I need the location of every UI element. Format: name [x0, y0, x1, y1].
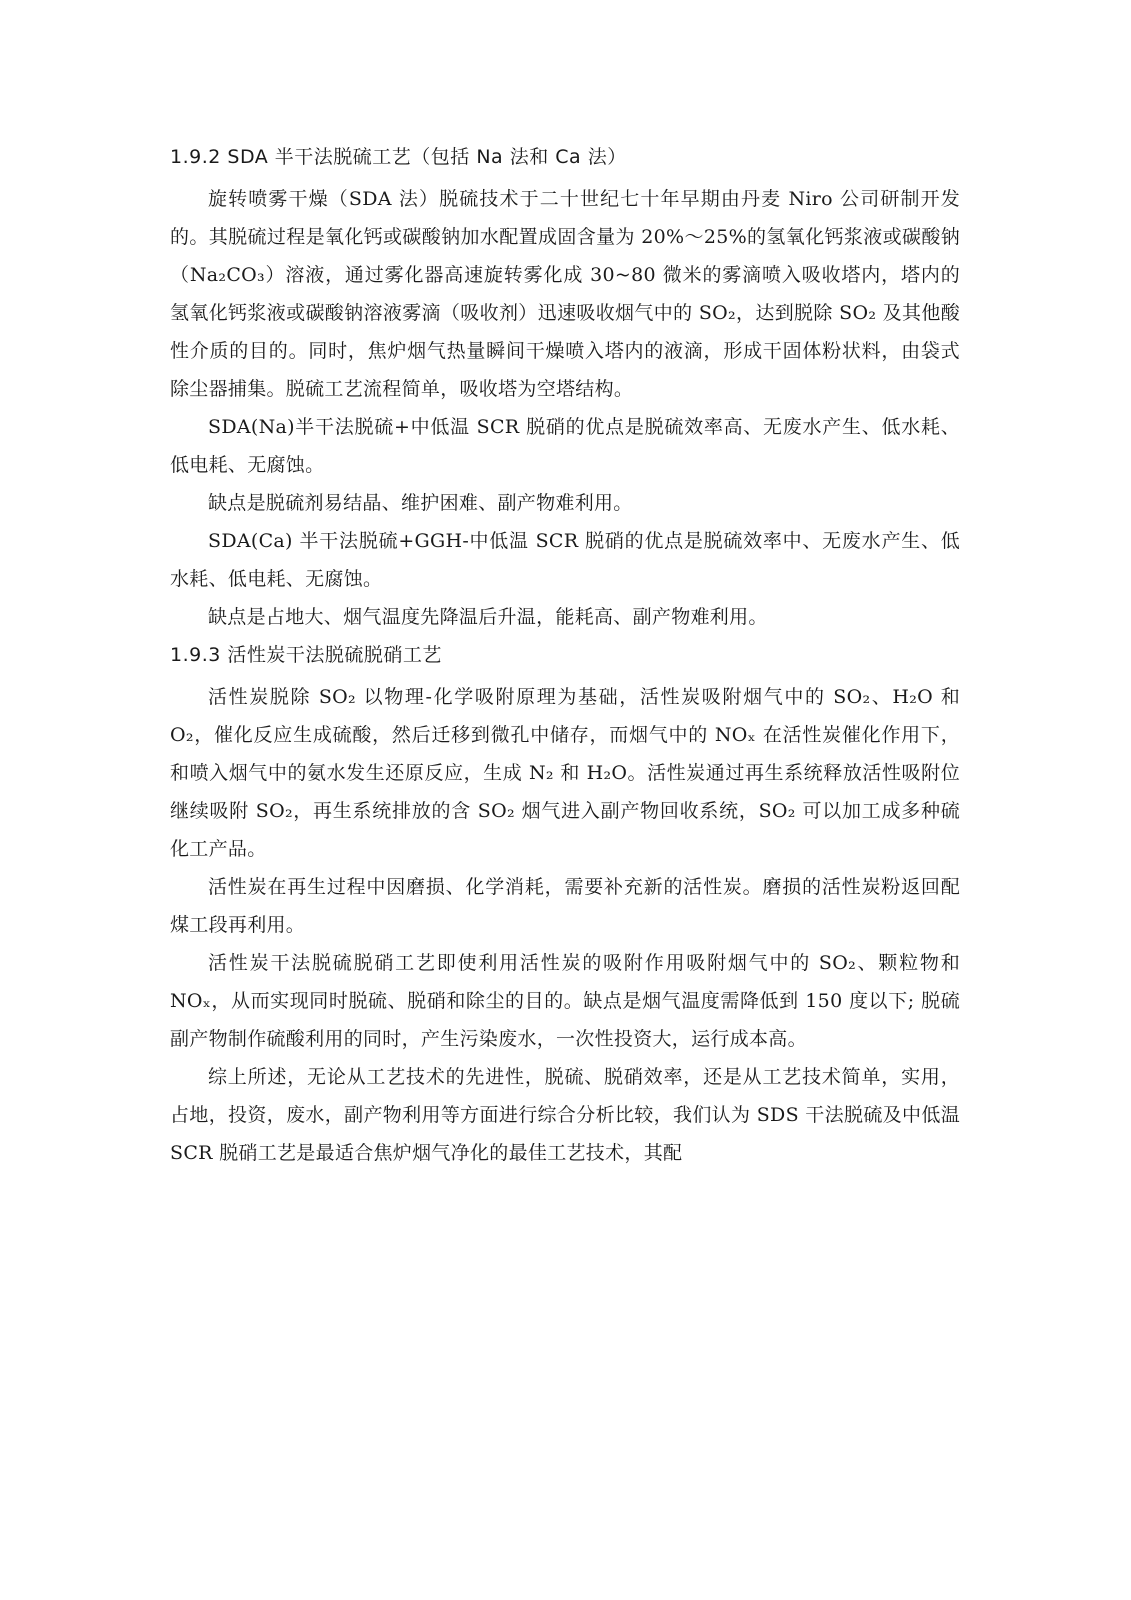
paragraph-sda-ca-disadvantages: 缺点是占地大、烟气温度先降温后升温，能耗高、副产物难利用。	[208, 606, 768, 628]
paragraph-activated-carbon-regeneration: 活性炭在再生过程中因磨损、化学消耗，需要补充新的活性炭。磨损的活性炭粉返回配煤工段再利用。	[170, 876, 960, 936]
paragraph-sda-na-advantages: SDA(Na)半干法脱硫+中低温 SCR 脱硝的优点是脱硫效率高、无废水产生、低水耗、低电耗、无腐蚀。	[170, 416, 960, 476]
paragraph-activated-carbon-summary: 活性炭干法脱硫脱硝工艺即使利用活性炭的吸附作用吸附烟气中的 SO₂、颗粒物和 NOₓ，从而实现同时脱硫、脱硝和除尘的目的。缺点是烟气温度需降低到 150 度以下; 脱硫副产物制作硫酸利用的同时，产生污染废水，一次性投资大，运行成本高。	[170, 952, 960, 1050]
section-heading-1-9-2: 1.9.2 SDA 半干法脱硫工艺（包括 Na 法和 Ca 法）	[170, 146, 627, 168]
paragraph-activated-carbon-principle: 活性炭脱除 SO₂ 以物理-化学吸附原理为基础，活性炭吸附烟气中的 SO₂、H₂O 和 O₂，催化反应生成硫酸，然后迁移到微孔中储存，而烟气中的 NOₓ 在活性炭催化作用下，和喷入烟气中的氨水发生还原反应，生成 N₂ 和 H₂O。活性炭通过再生系统释放活性吸附位继续吸附 SO₂，再生系统排放的含 SO₂ 烟气进入副产物回收系统，SO₂ 可以加工成多种硫化工产品。	[170, 686, 960, 860]
paragraph-sda-intro: 旋转喷雾干燥（SDA 法）脱硫技术于二十世纪七十年早期由丹麦 Niro 公司研制开发的。其脱硫过程是氧化钙或碳酸钠加水配置成固含量为 20%～25%的氢氧化钙浆液或碳酸钠（Na₂CO₃）溶液，通过雾化器高速旋转雾化成 30~80 微米的雾滴喷入吸收塔内，塔内的氢氧化钙浆液或碳酸钠溶液雾滴（吸收剂）迅速吸收烟气中的 SO₂，达到脱除 SO₂ 及其他酸性介质的目的。同时，焦炉烟气热量瞬间干燥喷入塔内的液滴，形成干固体粉状料，由袋式除尘器捕集。脱硫工艺流程简单，吸收塔为空塔结构。	[170, 188, 960, 400]
document-body	[170, 140, 960, 1172]
paragraph-sda-na-disadvantages: 缺点是脱硫剂易结晶、维护困难、副产物难利用。	[208, 492, 633, 514]
paragraph-sda-ca-advantages: SDA(Ca) 半干法脱硫+GGH-中低温 SCR 脱硝的优点是脱硫效率中、无废水产生、低水耗、低电耗、无腐蚀。	[170, 530, 960, 590]
paragraph-conclusion: 综上所述，无论从工艺技术的先进性，脱硫、脱硝效率，还是从工艺技术简单，实用，占地，投资，废水，副产物利用等方面进行综合分析比较，我们认为 SDS 干法脱硫及中低温 SCR 脱硝工艺是最适合焦炉烟气净化的最佳工艺技术，其配	[170, 1066, 960, 1164]
section-heading-1-9-3: 1.9.3 活性炭干法脱硫脱硝工艺	[170, 644, 442, 666]
